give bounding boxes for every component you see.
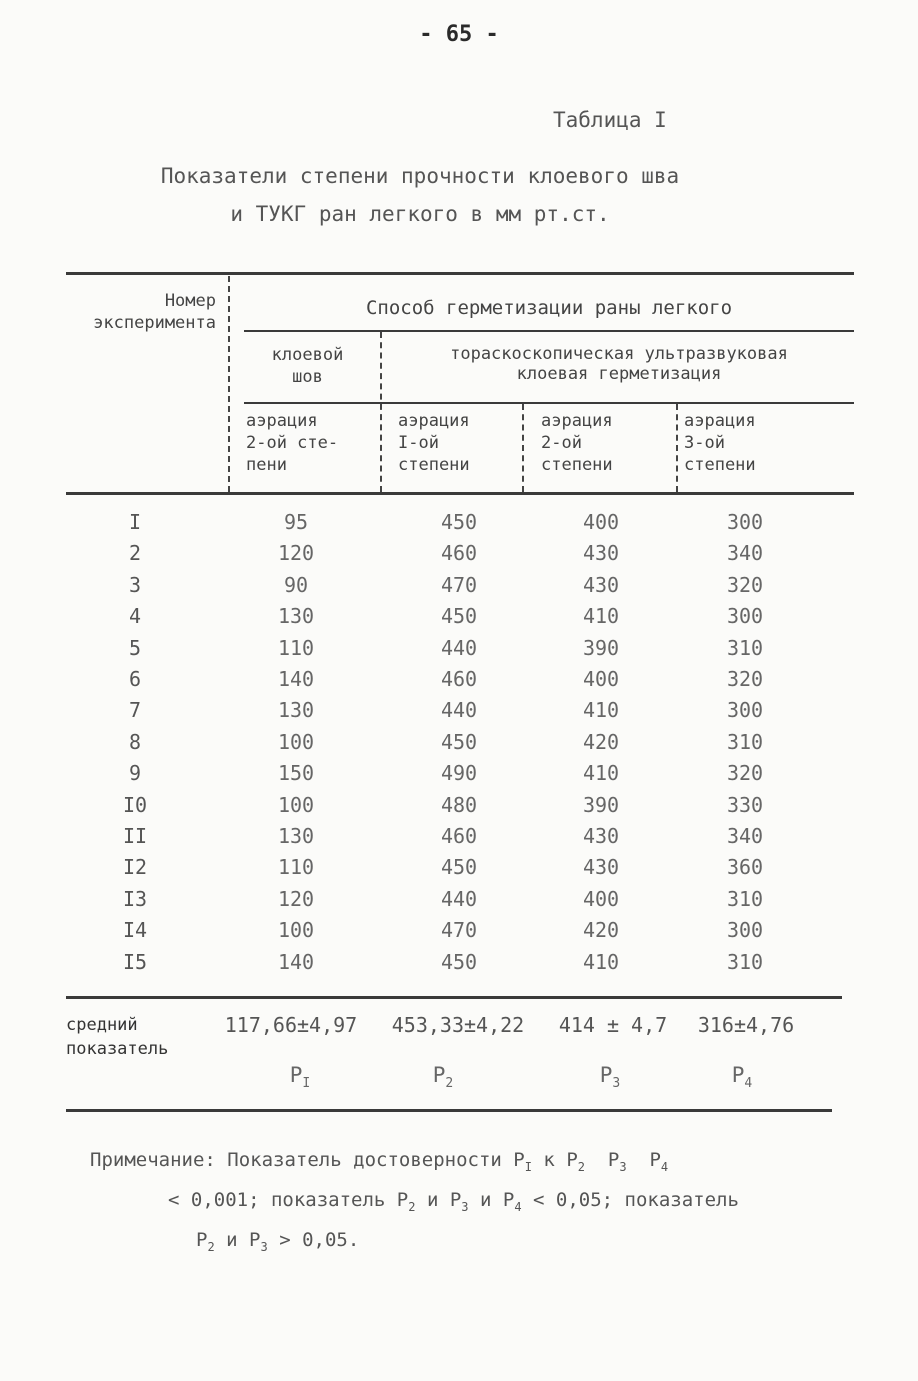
table-row (60, 667, 860, 698)
value-cell: 120 (277, 886, 315, 911)
value-cell: 470 (440, 572, 478, 597)
row-number-cell: 3 (128, 572, 142, 597)
value-cell: 140 (277, 949, 315, 974)
value-cell: 310 (726, 729, 764, 754)
header-experiment-number: Номер эксперимента (93, 291, 216, 333)
value-cell: 110 (277, 855, 315, 880)
mean-label: средний показатель (66, 1015, 169, 1059)
row-number-cell: I3 (122, 886, 148, 911)
value-cell: 460 (440, 824, 478, 848)
value-cell: 320 (726, 667, 764, 691)
value-cell: 490 (440, 761, 478, 786)
value-cell: 450 (440, 510, 478, 534)
value-cell: 430 (582, 855, 620, 880)
row-number-cell: I5 (122, 949, 148, 974)
value-cell: 310 (726, 886, 764, 911)
header-suture: клоевой шов (271, 345, 344, 387)
table-row (60, 636, 860, 667)
value-cell: 430 (582, 541, 620, 566)
header-divider (676, 404, 678, 492)
value-cell: 440 (440, 635, 478, 660)
value-cell: 320 (726, 572, 764, 597)
value-cell: 390 (582, 635, 620, 660)
value-cell: 340 (726, 541, 764, 566)
value-cell: 430 (582, 824, 620, 848)
table-row (60, 855, 860, 886)
value-cell: 460 (440, 667, 478, 691)
table-row (60, 824, 860, 855)
value-cell: 400 (582, 510, 620, 534)
mean-value: 414 ± 4,7 (558, 1013, 668, 1037)
row-number-cell: I4 (122, 918, 148, 943)
value-cell: 420 (582, 729, 620, 754)
header-bottom-rule (66, 492, 854, 495)
mean-value: 453,33±4,22 (391, 1013, 525, 1037)
value-cell: 410 (582, 698, 620, 723)
table-row (60, 887, 860, 918)
value-cell: 410 (582, 604, 620, 629)
table-row (60, 918, 860, 949)
row-number-cell: I2 (122, 855, 148, 880)
value-cell: 440 (440, 886, 478, 911)
row-number-cell: 8 (128, 729, 142, 754)
table-label: Таблица I (553, 108, 667, 132)
value-cell: 320 (726, 761, 764, 786)
row-number-cell: 6 (128, 667, 142, 691)
header-thoracoscopic: тораскоскопическая ультразвуковая клоевая герметизация (450, 344, 788, 384)
value-cell: 330 (726, 792, 764, 817)
table-row (60, 793, 860, 824)
header-rule-1 (244, 330, 854, 332)
table-title-line-2: и ТУКГ ран легкого в мм рт.ст. (230, 202, 610, 226)
table-row (60, 510, 860, 541)
header-aeration-2-suture: аэрация 2-ой сте- пени (246, 411, 339, 475)
row-number-cell: 9 (128, 761, 142, 786)
value-cell: 100 (277, 792, 315, 817)
page-number: - 65 - (419, 22, 499, 47)
row-number-cell: 7 (128, 698, 142, 723)
value-cell: 130 (277, 824, 315, 848)
value-cell: 310 (726, 949, 764, 974)
value-cell: 110 (277, 635, 315, 660)
mean-value: 117,66±4,97 (224, 1013, 358, 1037)
table-row (60, 730, 860, 761)
value-cell: 300 (726, 510, 764, 534)
value-cell: 480 (440, 792, 478, 817)
row-number-cell: II (122, 824, 148, 848)
value-cell: 430 (582, 572, 620, 597)
value-cell: 100 (277, 729, 315, 754)
header-sealing-method: Способ герметизации раны легкого (365, 297, 733, 319)
table-title-line-1: Показатели степени прочности клоевого шва (160, 164, 680, 188)
value-cell: 450 (440, 729, 478, 754)
header-aeration-2: аэрация 2-ой степени (541, 411, 613, 475)
p-label: $P_2$ (432, 1063, 454, 1092)
table-row (60, 541, 860, 572)
value-cell: 310 (726, 635, 764, 660)
header-aeration-3: аэрация 3-ой степени (684, 411, 756, 475)
value-cell: 150 (277, 761, 315, 786)
header-divider (380, 332, 382, 492)
value-cell: 130 (277, 698, 315, 723)
value-cell: 130 (277, 604, 315, 629)
value-cell: 440 (440, 698, 478, 723)
value-cell: 450 (440, 855, 478, 880)
value-cell: 300 (726, 698, 764, 723)
value-cell: 140 (277, 667, 315, 691)
value-cell: 90 (283, 572, 309, 597)
row-number-cell: 4 (128, 604, 142, 629)
header-divider (228, 276, 230, 492)
value-cell: 460 (440, 541, 478, 566)
value-cell: 420 (582, 918, 620, 943)
header-rule-2 (244, 402, 854, 404)
row-number-cell: 2 (128, 541, 142, 566)
table-bottom-rule (66, 1109, 832, 1112)
value-cell: 400 (582, 667, 620, 691)
value-cell: 360 (726, 855, 764, 880)
row-number-cell: I0 (122, 792, 148, 817)
p-label: $P_3$ (599, 1063, 621, 1092)
mean-value: 316±4,76 (697, 1013, 795, 1037)
table-row (60, 761, 860, 792)
table-row (60, 950, 860, 981)
header-divider (522, 404, 524, 492)
value-cell: 300 (726, 918, 764, 943)
value-cell: 400 (582, 886, 620, 911)
footnote-line-2: < 0,001; показатель $P_2$ и $P_3$ и $P_4 < 0,05$; показатель (168, 1189, 739, 1214)
p-label: $P_I$ (289, 1063, 311, 1092)
value-cell: 450 (440, 949, 478, 974)
value-cell: 450 (440, 604, 478, 629)
table-row (60, 604, 860, 635)
value-cell: 120 (277, 541, 315, 566)
header-aeration-1: аэрация I-ой степени (398, 411, 470, 475)
value-cell: 410 (582, 949, 620, 974)
table-top-rule (66, 272, 854, 275)
table-row (60, 698, 860, 729)
value-cell: 390 (582, 792, 620, 817)
value-cell: 300 (726, 604, 764, 629)
table-row (60, 573, 860, 604)
value-cell: 470 (440, 918, 478, 943)
value-cell: 95 (283, 510, 309, 534)
row-number-cell: 5 (128, 635, 142, 660)
footnote-line-1: Примечание: Показатель достоверности $P_I$ к $P_2$ $P_3$ $P_4$ (90, 1149, 669, 1174)
value-cell: 340 (726, 824, 764, 848)
value-cell: 100 (277, 918, 315, 943)
footnote-line-3: $P_2$ и $P_3 > 0,05$. (196, 1229, 360, 1254)
row-number-cell: I (128, 510, 142, 534)
value-cell: 410 (582, 761, 620, 786)
body-bottom-rule (66, 996, 842, 999)
p-label: $P_4$ (731, 1063, 753, 1092)
